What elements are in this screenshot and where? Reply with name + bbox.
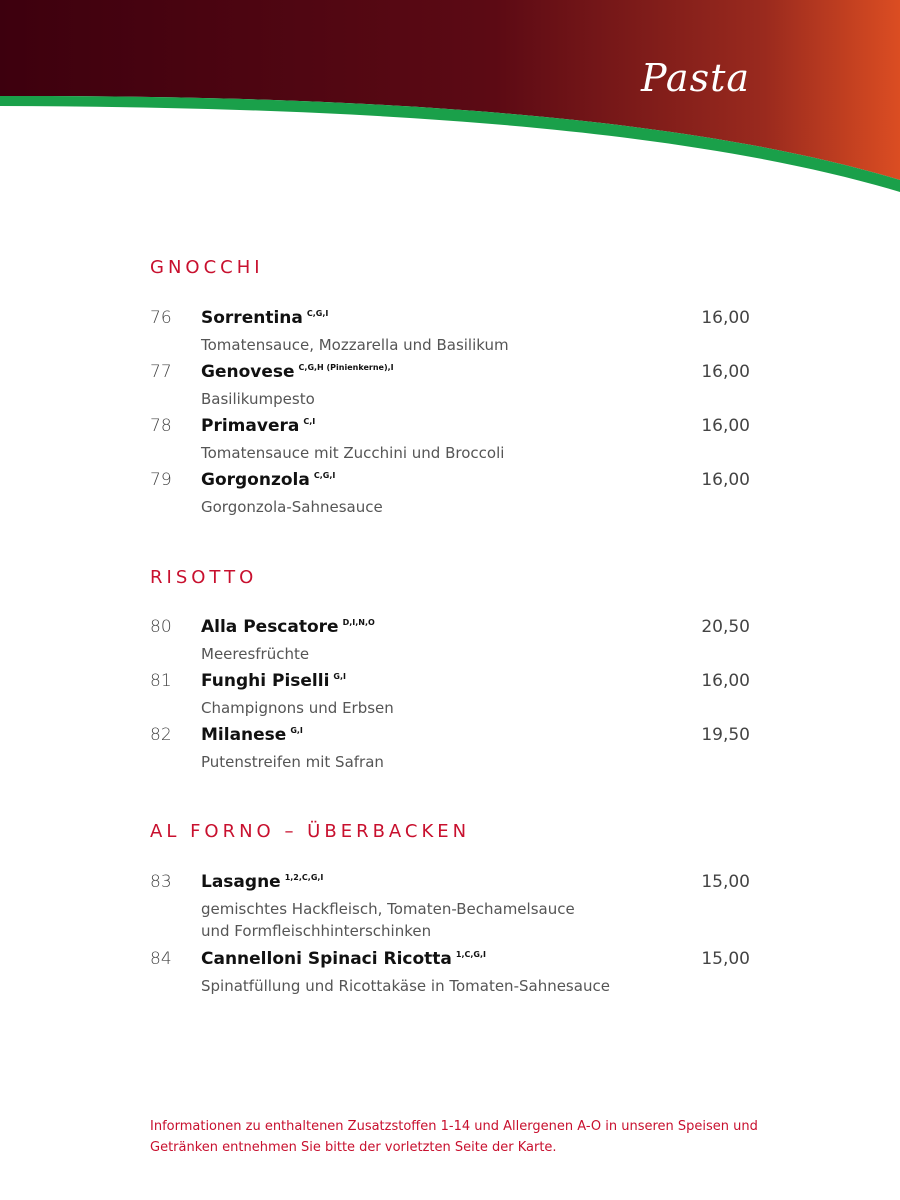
item-number: 83 xyxy=(150,872,172,892)
menu-item-79 xyxy=(150,468,750,518)
item-description: Champignons und Erbsen xyxy=(201,699,394,717)
item-price: 20,50 xyxy=(701,617,750,637)
item-price: 15,00 xyxy=(701,872,750,892)
section-heading-gnocchi: GNOCCHI xyxy=(150,257,264,278)
item-price: 16,00 xyxy=(701,470,750,490)
item-name: Genovese $^{C,G,H (Pinienkerne),I}$ xyxy=(201,362,394,382)
item-name: Gorgonzola $^{C,G,I}$ xyxy=(201,470,336,490)
item-name: Alla Pescatore $^{D,I,N,O}$ xyxy=(201,617,375,637)
item-description: Basilikumpesto xyxy=(201,390,315,408)
menu-item-77 xyxy=(150,360,750,410)
item-name: Sorrentina $^{C,G,I}$ xyxy=(201,308,329,328)
item-price: 16,00 xyxy=(701,308,750,328)
menu-item-76 xyxy=(150,306,750,356)
allergen-codes: 1,C,G,I xyxy=(455,950,487,959)
menu-item-81 xyxy=(150,669,750,719)
item-description: gemischtes Hackfleisch, Tomaten-Bechamelsauce xyxy=(201,900,575,918)
menu-item-83 xyxy=(150,870,750,942)
allergen-codes: G,I xyxy=(290,726,303,735)
allergen-codes: G,I xyxy=(333,672,346,681)
item-description: Tomatensauce, Mozzarella und Basilikum xyxy=(201,336,509,354)
menu-item-80 xyxy=(150,615,750,665)
allergen-info-note: Informationen zu enthaltenen Zusatzstoffen 1-14 und Allergenen A-O in unseren Speisen und Getränken entnehmen Sie bitte der vorletzten Seite der Karte. xyxy=(150,1119,758,1155)
item-number: 77 xyxy=(150,362,172,382)
section-heading-al-forno: AL FORNO – ÜBERBACKEN xyxy=(150,821,471,842)
item-number: 78 xyxy=(150,416,172,436)
item-name: Primavera $^{C,I}$ xyxy=(201,416,316,436)
item-price: 19,50 xyxy=(701,725,750,745)
item-price: 16,00 xyxy=(701,362,750,382)
item-description: Tomatensauce mit Zucchini und Broccoli xyxy=(201,444,505,462)
section-heading-risotto: RISOTTO xyxy=(150,567,258,588)
item-number: 81 xyxy=(150,671,172,691)
banner-graphic xyxy=(0,0,900,200)
item-description: Meeresfrüchte xyxy=(201,645,310,663)
item-price: 16,00 xyxy=(701,416,750,436)
item-price: 16,00 xyxy=(701,671,750,691)
allergen-codes: C,I xyxy=(303,417,316,426)
item-number: 79 xyxy=(150,470,172,490)
item-description-line2: und Formfleischhinterschinken xyxy=(201,922,432,940)
item-number: 82 xyxy=(150,725,172,745)
allergen-codes: 1,2,C,G,I xyxy=(284,873,324,882)
allergen-codes: C,G,H (Pinienkerne),I xyxy=(298,363,394,372)
header-banner xyxy=(0,0,900,200)
item-description: Gorgonzola-Sahnesauce xyxy=(201,498,383,516)
menu-item-84 xyxy=(150,947,750,997)
item-number: 80 xyxy=(150,617,172,637)
menu-item-78 xyxy=(150,414,750,464)
allergen-codes: C,G,I xyxy=(306,309,329,318)
item-name: Funghi Piselli $^{G,I}$ xyxy=(201,671,346,691)
allergen-codes: D,I,N,O xyxy=(342,618,375,627)
page-title: Pasta xyxy=(641,56,750,100)
item-name: Milanese $^{G,I}$ xyxy=(201,725,303,745)
menu-item-82 xyxy=(150,723,750,773)
item-name: Lasagne $^{1,2,C,G,I}$ xyxy=(201,872,324,892)
item-number: 76 xyxy=(150,308,172,328)
item-number: 84 xyxy=(150,949,172,969)
item-description: Spinatfüllung und Ricottakäse in Tomaten-Sahnesauce xyxy=(201,977,610,995)
allergen-codes: C,G,I xyxy=(313,471,336,480)
item-price: 15,00 xyxy=(701,949,750,969)
item-name: Cannelloni Spinaci Ricotta $^{1,C,G,I}$ xyxy=(201,949,487,969)
item-description: Putenstreifen mit Safran xyxy=(201,753,384,771)
